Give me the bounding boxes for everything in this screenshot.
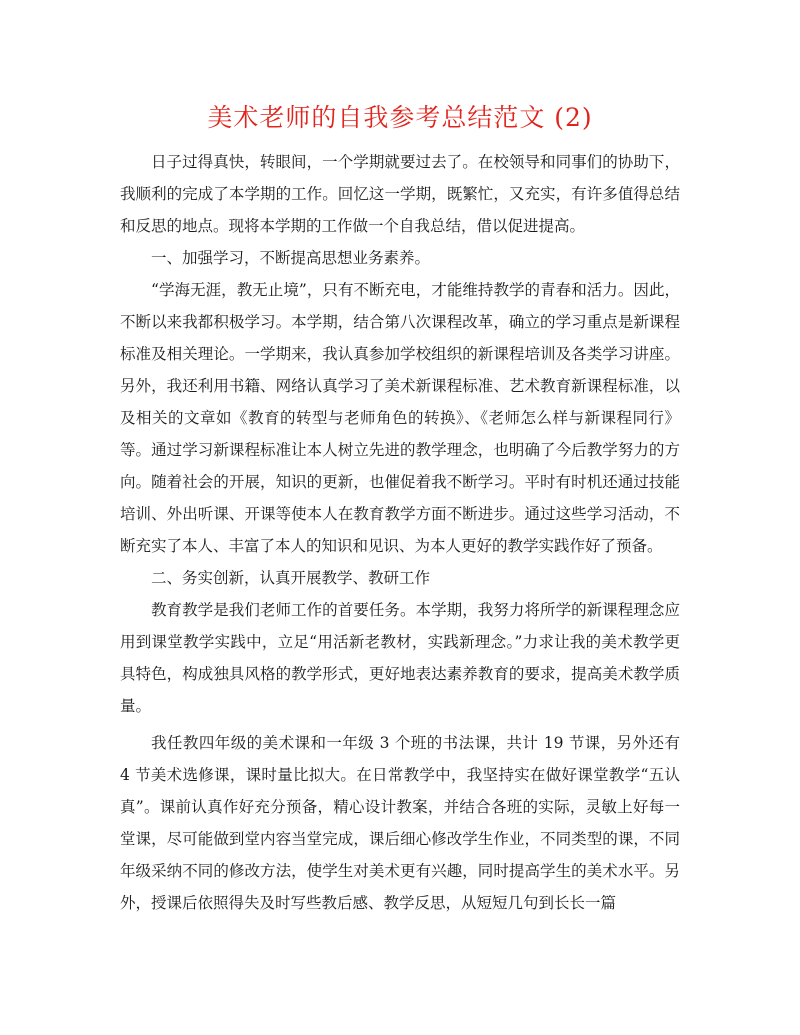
paragraph-classes: 我任教四年级的美术课和一年级 3 个班的书法课，共计 19 节课，另外还有 4 节美术选修课，课时量比拟大。在日常教学中，我坚持实在做好课堂教学“五认真”。课前认真作好充分预备，精心设计教案，并结合各班的实际，灵敏上好每一堂课，尽可能做到堂内容当堂完成，课后细心修改学生作业，不同类型的课，不同年级采纳不同的修改方法，使学生对美术更有兴趣，同时提高学生的美术水平。另外，授课后依照得失及时写些教后感、教学反思，从短短几句到长长一篇 <box>120 734 680 912</box>
paragraph-teaching: 教育教学是我们老师工作的首要任务。本学期，我努力将所学的新课程理念应用到课堂教学实践中，立足“用活新老教材，实践新理念。”力求让我的美术教学更具特色，构成独具风格的教学形式，更好地表达素养教育的要求，提高美术教学质量。 <box>120 601 680 715</box>
paragraph-learning: “学海无涯，教无止境”，只有不断充电，才能维持教学的青春和活力。因此，不断以来我都积极学习。本学期，结合第八次课程改革，确立的学习重点是新课程标准及相关理论。一学期来，我认真参加学校组织的新课程培训及各类学习讲座。另外，我还利用书籍、网络认真学习了美术新课程标准、艺术教育新课程标准，以及相关的文章如《教育的转型与老师角色的转换》、《老师怎么样与新课程同行》等。通过学习新课程标准让本人树立先进的教学理念，也明确了今后教学努力的方向。随着社会的开展，知识的更新，也催促着我不断学习。平时有时机还通过技能培训、外出听课、开课等使本人在教育教学方面不断进步。通过这些学习活动，不断充实了本人、丰富了本人的知识和见识、为本人更好的教学实践作好了预备。 <box>120 281 680 555</box>
section-heading-2: 二、务实创新，认真开展教学、教研工作 <box>151 569 431 587</box>
document-title: 美术老师的自我参考总结范文 (2) <box>207 103 593 132</box>
document-body <box>120 146 680 919</box>
paragraph-intro: 日子过得真快，转眼间，一个学期就要过去了。在校领导和同事们的协助下，我顺利的完成了本学期的工作。回忆这一学期，既繁忙，又充实，有许多值得总结和反思的地点。现将本学期的工作做一个自我总结，借以促进提高。 <box>120 153 680 235</box>
section-heading-1: 一、加强学习，不断提高思想业务素养。 <box>151 249 431 267</box>
